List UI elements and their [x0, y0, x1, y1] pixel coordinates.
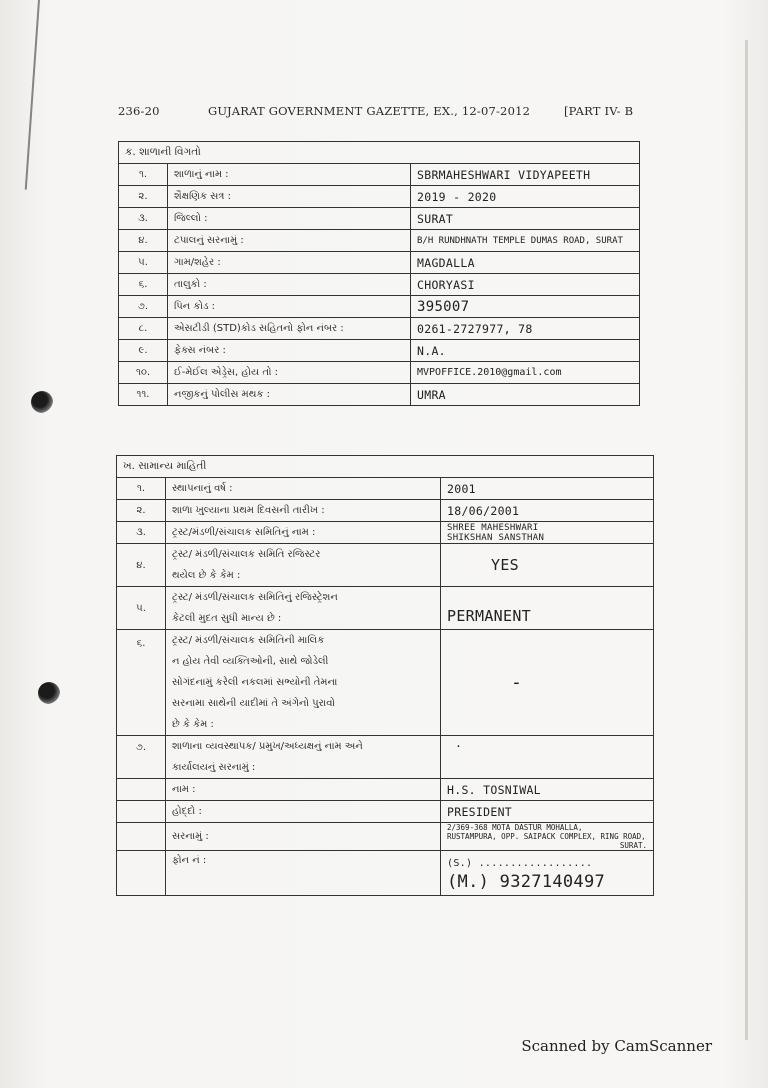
table-row: [117, 500, 654, 522]
row-number: ૧.: [119, 164, 168, 186]
field-label: શાળાના વ્યવસ્થાપક/ પ્રમુખ/અધ્યક્ષનું નામ અને કાર્યાલયનું સરનામું :: [166, 736, 441, 779]
field-label: ટ્રસ્ટ/ મંડળી/સંચાલક સમિતિ રજિસ્ટર થયેલ છે કે કેમ :: [166, 544, 441, 587]
field-label: ફેક્સ નંબર :: [168, 340, 411, 362]
field-label: પિન કોડ :: [168, 296, 411, 318]
row-number: ૯.: [119, 340, 168, 362]
table-row: [117, 851, 654, 896]
table-row: [117, 587, 654, 630]
field-label: નામ :: [166, 779, 441, 801]
field-value: 0261-2727977, 78: [411, 318, 640, 340]
gazette-title: GUJARAT GOVERNMENT GAZETTE, EX., 12-07-2012: [208, 104, 531, 118]
table-row: [117, 801, 654, 823]
scanner-watermark: Scanned by CamScanner: [521, 1037, 712, 1055]
table-row: [119, 362, 640, 384]
general-info-table: [116, 455, 654, 896]
table-row: [119, 230, 640, 252]
row-number: ૪.: [119, 230, 168, 252]
field-label: હોદ્દો :: [166, 801, 441, 823]
table-row: [119, 208, 640, 230]
row-number: ૧૦.: [119, 362, 168, 384]
field-label: શાળાનું નામ :: [168, 164, 411, 186]
table-row: [117, 630, 654, 736]
table-row: [117, 522, 654, 544]
field-label: ટ્રસ્ટ/ મંડળી/સંચાલક સમિતિની માલિક ન હોય તેવી વ્યક્તિઓની, સાથે જોડેલી સોગંદનામું કરેલી નકલમાં સભ્યોની તેમના સરનામા સાથેની યાદીમાં તે અંગેનો પુરાવો છે કે કેમ :: [166, 630, 441, 736]
field-value: N.A.: [411, 340, 640, 362]
punch-hole: [38, 682, 60, 704]
table-row: [117, 779, 654, 801]
field-label: સરનામું :: [166, 823, 441, 851]
section-heading: ખ. સામાન્ય માહિતી: [117, 456, 654, 478]
field-label: શાળા ખુલ્યાના પ્રથમ દિવસની તારીખ :: [166, 500, 441, 522]
row-number: ૬.: [117, 630, 166, 736]
field-label: એસટીડી (STD)કોડ સહિતનો ફોન નંબર :: [168, 318, 411, 340]
row-number: ૧.: [117, 478, 166, 500]
field-value: 395007: [411, 296, 640, 318]
field-value: YES: [441, 544, 654, 587]
field-label: નજીકનું પોલીસ મથક :: [168, 384, 411, 406]
row-number: ૫.: [117, 587, 166, 630]
field-label: ટ્રસ્ટ/ મંડળી/સંચાલક સમિતિનું રજિસ્ટ્રેશન કેટલી મુદત સુધી માન્ય છે :: [166, 587, 441, 630]
table-row: [119, 186, 640, 208]
field-label: ફોન નં :: [166, 851, 441, 896]
field-value: UMRA: [411, 384, 640, 406]
field-value: SBRMAHESHWARI VIDYAPEETH: [411, 164, 640, 186]
table-row: [119, 384, 640, 406]
row-number: ૫.: [119, 252, 168, 274]
field-value: 18/06/2001: [441, 500, 654, 522]
row-number: ૩.: [117, 522, 166, 544]
field-label: ઈ-મેઈલ એડ્રેસ, હોય તો :: [168, 362, 411, 384]
field-label: ટ્રસ્ટ/મંડળી/સંચાલક સમિતિનું નામ :: [166, 522, 441, 544]
page-shadow-edge: [745, 40, 748, 1040]
row-number: ૭.: [117, 736, 166, 779]
field-value: B/H RUNDHNATH TEMPLE DUMAS ROAD, SURAT: [411, 230, 640, 252]
table-row: [119, 296, 640, 318]
table-row: [119, 274, 640, 296]
field-label: સ્થાપનાનું વર્ષ :: [166, 478, 441, 500]
row-number: ૧૧.: [119, 384, 168, 406]
table-row: [119, 164, 640, 186]
row-number: ૨.: [119, 186, 168, 208]
table-row: [119, 318, 640, 340]
table-row: [119, 340, 640, 362]
field-value: (S.) .................. (M.) 9327140497: [441, 851, 654, 896]
field-value: SURAT: [411, 208, 640, 230]
field-value: MAGDALLA: [411, 252, 640, 274]
field-value: .: [441, 736, 654, 779]
table-row: [117, 736, 654, 779]
field-value: PERMANENT: [441, 587, 654, 630]
field-value: [441, 522, 654, 544]
field-value: 2/369-368 MOTA DASTUR MOHALLA, RUSTAMPURA, OPP. SAIPACK COMPLEX, RING ROAD, SURAT.: [441, 823, 654, 851]
section-heading: ક. શાળાની વિગતો: [119, 142, 640, 164]
row-number: ૭.: [119, 296, 168, 318]
field-value: H.S. TOSNIWAL: [441, 779, 654, 801]
row-number: ૮.: [119, 318, 168, 340]
page-number: 236-20: [118, 104, 160, 118]
field-label: ટપાલનું સરનામું :: [168, 230, 411, 252]
field-value: 2001: [441, 478, 654, 500]
row-number: ૩.: [119, 208, 168, 230]
field-value: MVPOFFICE.2010@gmail.com: [411, 362, 640, 384]
page-fold-line: [25, 0, 40, 190]
value-line: SHREE MAHESHWARI: [447, 522, 539, 533]
field-label: તાલુકો :: [168, 274, 411, 296]
table-row: [117, 478, 654, 500]
table-row: [119, 252, 640, 274]
table-row: [117, 544, 654, 587]
field-value: -: [441, 630, 654, 736]
row-number: ૨.: [117, 500, 166, 522]
row-number: ૪.: [117, 544, 166, 587]
field-value: CHORYASI: [411, 274, 640, 296]
table-row: [117, 823, 654, 851]
gazette-part: [PART IV- B: [564, 104, 634, 118]
row-number: ૬.: [119, 274, 168, 296]
punch-hole: [31, 391, 53, 413]
field-label: શૈક્ષણિક સત્ર :: [168, 186, 411, 208]
field-label: ગામ/શહેર :: [168, 252, 411, 274]
field-value: PRESIDENT: [441, 801, 654, 823]
field-label: જિલ્લો :: [168, 208, 411, 230]
school-details-table: [118, 141, 640, 406]
field-value: 2019 - 2020: [411, 186, 640, 208]
value-line: SHIKSHAN SANSTHAN: [447, 532, 545, 543]
